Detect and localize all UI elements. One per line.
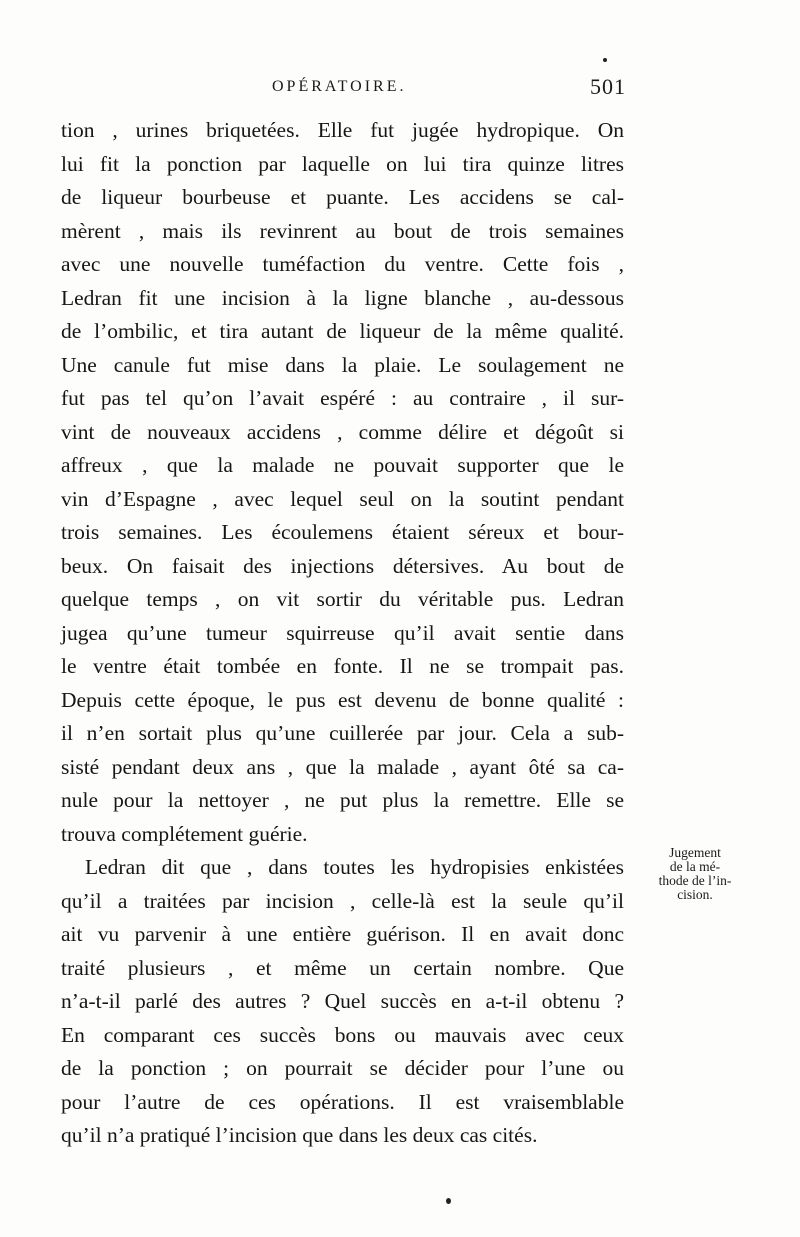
text-line: n’a-t-il parlé des autres ? Quel succès en a-t-il obtenu ? — [61, 989, 624, 1013]
text-line: traité plusieurs , et même un certain nombre. Que — [61, 955, 624, 980]
margin-note-line: cision. — [677, 887, 713, 902]
text-line: Depuis cette époque, le pus est devenu de bonne qualité : — [61, 687, 624, 712]
margin-note-line: de la mé- — [669, 859, 721, 874]
text-line: mèrent , mais ils revinrent au bout de trois semaines — [61, 218, 624, 243]
page-number: 501 — [590, 74, 626, 99]
text-line: jugea qu’une tumeur squirreuse qu’il avait sentie dans — [61, 620, 624, 645]
text-line: En comparant ces succès bons ou mauvais avec ceux — [61, 1022, 624, 1047]
text-line: avec une nouvelle tuméfaction du ventre. Cette fois , — [61, 252, 624, 276]
text-line: beux. On faisait des injections détersives. Au bout de — [61, 553, 624, 578]
margin-note-line: Jugement — [669, 845, 721, 860]
ink-speck — [603, 58, 607, 62]
text-line: sisté pendant deux ans , que la malade , ayant ôté sa ca- — [61, 754, 624, 779]
text-line: qu’il n’a pratiqué l’incision que dans les deux cas cités. — [61, 1123, 538, 1147]
text-line: de l’ombilic, et tira autant de liqueur de la même qualité. — [61, 319, 624, 343]
text-line: qu’il a traitées par incision , celle-là est la seule qu’il — [61, 888, 624, 913]
paragraph-last-line: trouva complétement guérie. — [61, 821, 308, 846]
text-line: il n’en sortait plus qu’une cuillerée par jour. Cela a sub- — [61, 721, 624, 745]
paragraph-first-line: Ledran dit que , dans toutes les hydropisies enkistées — [85, 855, 624, 879]
ink-speck — [446, 1198, 451, 1204]
text-line: de la ponction ; on pourrait se décider pour l’une ou — [61, 1056, 624, 1080]
text-line: vin d’Espagne , avec lequel seul on la soutint pendant — [61, 486, 624, 511]
text-line: vint de nouveaux accidens , comme délire et dégoût si — [61, 419, 624, 444]
text-line: de liqueur bourbeuse et puante. Les accidens se cal- — [61, 185, 624, 209]
text-line: pour l’autre de ces opérations. Il est vraisemblable — [61, 1089, 624, 1114]
body-text — [61, 114, 624, 1153]
margin-note-line: thode de l’in- — [658, 873, 732, 888]
text-line: le ventre était tombée en fonte. Il ne se trompait pas. — [61, 654, 624, 678]
text-line: affreux , que la malade ne pouvait supporter que le — [61, 453, 624, 477]
margin-note — [636, 846, 754, 902]
text-line: fut pas tel qu’on l’avait espéré : au contraire , il sur- — [61, 386, 624, 410]
running-head — [60, 74, 626, 106]
text-line: tion , urines briquetées. Elle fut jugée hydropique. On — [61, 118, 624, 142]
text-line: ait vu parvenir à une entière guérison. Il en avait donc — [61, 922, 624, 946]
text-line: lui fit la ponction par laquelle on lui tira quinze litres — [61, 151, 624, 176]
text-line: quelque temps , on vit sortir du véritable pus. Ledran — [61, 587, 624, 611]
text-line: Ledran fit une incision à la ligne blanche , au-dessous — [61, 285, 624, 310]
text-line: nule pour la nettoyer , ne put plus la remettre. Elle se — [61, 788, 624, 812]
running-title: OPÉRATOIRE. — [272, 78, 407, 95]
text-line: Une canule fut mise dans la plaie. Le soulagement ne — [61, 352, 624, 377]
text-line: trois semaines. Les écoulemens étaient séreux et bour- — [61, 520, 624, 544]
